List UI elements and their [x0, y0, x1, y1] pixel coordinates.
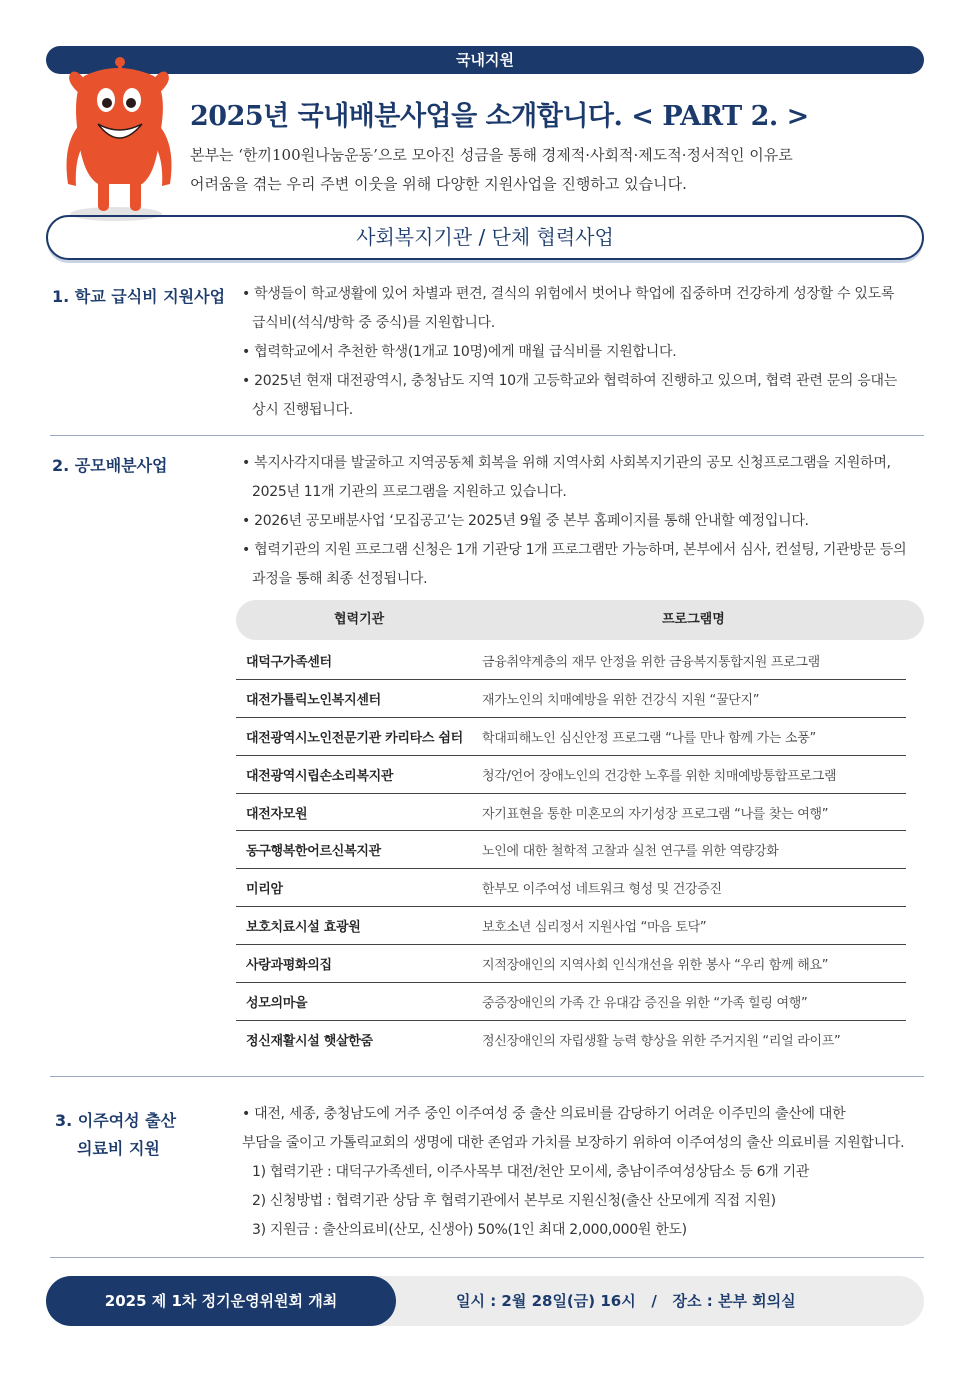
- table-header-org: 협력기관: [334, 612, 385, 627]
- table-row: [236, 869, 906, 907]
- org-cell: 대전광역시노인전문기관 카리타스 쉼터: [246, 730, 463, 746]
- footer-info: 일시 : 2월 28일(금) 16시 / 장소 : 본부 회의실: [456, 1292, 796, 1310]
- table-row: [236, 983, 906, 1021]
- org-cell: 보호치료시설 효광원: [246, 920, 361, 936]
- bullet-continuation: 상시 진행됩니다.: [252, 402, 353, 418]
- program-cell: 재가노인의 치매예방을 위한 건강식 지원 “꿀단지”: [482, 692, 760, 708]
- section-banner: 사회복지기관 / 단체 협력사업: [46, 215, 924, 260]
- org-cell: 사랑과평화의집: [246, 958, 332, 974]
- section-2-title: 2. 공모배분사업: [52, 456, 168, 475]
- section-divider: [50, 435, 924, 436]
- bullet-line: • 대전, 세종, 충청남도에 거주 중인 이주여성 중 출산 의료비를 감당하기 어려운 이주민의 출산에 대한: [242, 1106, 846, 1122]
- org-cell: 대전광역시립손소리복지관: [246, 768, 394, 784]
- table-header-program: 프로그램명: [662, 612, 725, 627]
- bullet-line: • 복지사각지대를 발굴하고 지역공동체 회복을 위해 지역사회 사회복지기관의 공모 신청프로그램을 지원하며,: [242, 455, 891, 471]
- section-3-title: [55, 1107, 176, 1163]
- bullet-continuation: 부담을 줄이고 가톨릭교회의 생명에 대한 존엄과 가치를 보장하기 위하여 이주여성의 출산 의료비를 지원합니다.: [242, 1135, 905, 1151]
- section-divider: [50, 1076, 924, 1077]
- org-cell: 성모의마을: [246, 995, 308, 1011]
- program-cell: 금융취약계층의 재무 안정을 위한 금융복지통합지원 프로그램: [482, 654, 820, 670]
- table-header: [236, 600, 924, 640]
- section-1-title: 1. 학교 급식비 지원사업: [52, 287, 226, 306]
- program-cell: 청각/언어 장애노인의 건강한 노후를 위한 치매예방통합프로그램: [482, 768, 837, 784]
- table-row: [236, 680, 906, 718]
- program-cell: 자기표현을 통한 미혼모의 자기성장 프로그램 “나를 찾는 여행”: [482, 806, 829, 822]
- section-1-body: [242, 280, 924, 425]
- mascot-illustration: [58, 54, 178, 224]
- program-cell: 중증장애인의 가족 간 유대감 증진을 위한 “가족 힐링 여행”: [482, 995, 808, 1011]
- category-badge: 국내지원: [46, 46, 924, 74]
- table-row: [236, 907, 906, 945]
- section-divider: [50, 1257, 924, 1258]
- program-cell: 한부모 이주여성 네트워크 형성 및 건강증진: [482, 882, 722, 898]
- table-row: [236, 945, 906, 983]
- table-row: [236, 718, 906, 756]
- intro-line: 어려움을 겪는 우리 주변 이웃을 위해 다양한 지원사업을 진행하고 있습니다.: [190, 175, 687, 193]
- program-cell: 노인에 대한 철학적 고찰과 실천 연구를 위한 역량강화: [482, 844, 779, 860]
- intro-line: 본부는 ‘한끼100원나눔운동’으로 모아진 성금을 통해 경제적·사회적·제도적·정서적인 이유로: [190, 146, 793, 164]
- section-2-body: [242, 449, 924, 594]
- org-cell: 미리암: [246, 882, 283, 898]
- page-title: 2025년 국내배분사업을 소개합니다. < PART 2. >: [190, 101, 809, 132]
- section-3-body: [242, 1100, 924, 1245]
- bullet-line: • 협력기관의 지원 프로그램 신청은 1개 기관당 1개 프로그램만 가능하며, 본부에서 심사, 컨설팅, 기관방문 등의: [242, 542, 907, 558]
- org-cell: 정신재활시설 햇살한줌: [246, 1034, 373, 1050]
- org-cell: 대덕구가족센터: [246, 654, 332, 670]
- program-cell: 보호소년 심리정서 지원사업 “마음 토닥”: [482, 920, 707, 936]
- org-cell: 동구행복한어르신복지관: [246, 844, 381, 860]
- section-3-title-line: 3. 이주여성 출산: [55, 1111, 177, 1130]
- table-row: [236, 794, 906, 832]
- bullet-line: • 2026년 공모배분사업 ‘모집공고’는 2025년 9월 중 본부 홈페이지를 통해 안내할 예정입니다.: [242, 513, 809, 529]
- bullet-continuation: 2025년 11개 기관의 프로그램을 지원하고 있습니다.: [252, 484, 567, 500]
- intro-text: [190, 141, 910, 199]
- detail-line: 1) 협력기관 : 대덕구가족센터, 이주사목부 대전/천안 모이세, 충남이주여성상담소 등 6개 기관: [252, 1164, 810, 1180]
- bullet-line: • 2025년 현재 대전광역시, 충청남도 지역 10개 고등학교와 협력하여 진행하고 있으며, 협력 관련 문의 응대는: [242, 373, 897, 389]
- detail-line: 3) 지원금 : 출산의료비(산모, 신생아) 50%(1인 최대 2,000,000원 한도): [252, 1222, 687, 1238]
- program-cell: 정신장애인의 자립생활 능력 향상을 위한 주거지원 “리얼 라이프”: [482, 1034, 841, 1050]
- detail-line: 2) 신청방법 : 협력기관 상담 후 협력기관에서 본부로 지원신청(출산 산모에게 직접 지원): [252, 1193, 776, 1209]
- table-row: [236, 642, 906, 680]
- bullet-continuation: 급식비(석식/방학 중 중식)를 지원합니다.: [252, 315, 495, 331]
- section-3-title-line: 의료비 지원: [77, 1139, 160, 1158]
- program-cell: 학대피해노인 심신안정 프로그램 “나를 만나 함께 가는 소풍”: [482, 730, 816, 746]
- table-row: [236, 756, 906, 794]
- partner-table: [236, 642, 906, 1059]
- bullet-continuation: 과정을 통해 최종 선정됩니다.: [252, 571, 428, 587]
- table-row: [236, 831, 906, 869]
- org-cell: 대전자모원: [246, 806, 308, 822]
- org-cell: 대전가톨릭노인복지센터: [246, 692, 381, 708]
- bullet-line: • 학생들이 학교생활에 있어 차별과 편견, 결식의 위험에서 벗어나 학업에 집중하며 건강하게 성장할 수 있도록: [242, 286, 895, 302]
- table-row: [236, 1021, 906, 1059]
- program-cell: 지적장애인의 지역사회 인식개선을 위한 봉사 “우리 함께 해요”: [482, 958, 829, 974]
- footer-bar: [46, 1276, 924, 1326]
- bullet-line: • 협력학교에서 추천한 학생(1개교 10명)에게 매월 급식비를 지원합니다.: [242, 344, 677, 360]
- footer-event: 2025 제 1차 정기운영위원회 개최: [46, 1276, 396, 1326]
